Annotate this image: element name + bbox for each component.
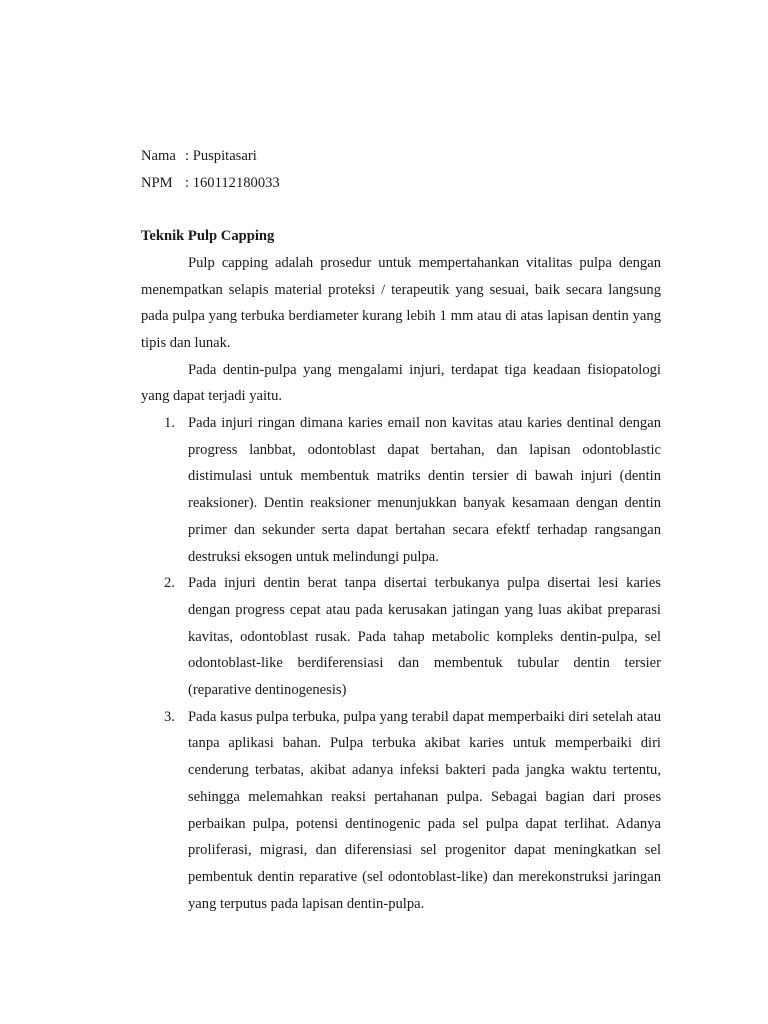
document-title: Teknik Pulp Capping [141,228,275,245]
list-item-text: Pada injuri dentin berat tanpa disertai terbukanya pulpa disertai lesi karies dengan progress cepat atau pada kerusakan jatingan yang luas akibat preparasi kavitas, odontoblast rusak. Pada tahap metabolic kompleks dentin-pulpa, sel odontoblast-like berdiferensiasi dan membentuk tubular dentin tersier (reparative dentinogenesis) [188,575,661,699]
list-item-number: 1. [164,415,175,432]
name-label: Nama [141,148,176,164]
list-item-text: Pada injuri ringan dimana karies email non kavitas atau karies dentinal dengan progress lanbbat, odontoblast dapat bertahan, dan lapisan odontoblastic distimulasi untuk membentuk matriks dentin tersier di bawah injuri (dentin reaksioner). Dentin reaksioner menunjukkan banyak kesamaan dengan dentin primer dan sekunder serta dapat bertahan secara efektf terhadap rangsangan destruksi eksogen untuk melindungi pulpa. [188,415,661,565]
fisiopatologi-list [141,410,661,917]
name-row [141,143,661,170]
list-item [141,570,661,704]
list-item [141,704,661,918]
paragraph-definition: Pulp capping adalah prosedur untuk mempertahankan vitalitas pulpa dengan menempatkan selapis material proteksi / terapeutik yang sesuai, baik secara langsung pada pulpa yang terbuka berdiameter kurang lebih 1 mm atau di atas lapisan dentin yang tipis dan lunak. [141,254,661,351]
list-item [141,410,661,570]
list-item-text: Pada kasus pulpa terbuka, pulpa yang terabil dapat memperbaiki diri setelah atau tanpa aplikasi bahan. Pulpa terbuka akibat karies untuk memperbaiki diri cenderung terbatas, akibat adanya infeksi bakteri pada jangka waktu tertentu, sehingga melemahkan reaksi pertahanan pulpa. Sebagai bagian dari proses perbaikan pulpa, potensi dentinogenic pada sel pulpa dapat terlihat. Adanya proliferasi, migrasi, dan diferensiasi sel progenitor dapat meningkatkan sel pembentuk dentin reparative (sel odontoblast-like) dan merekonstruksi jaringan yang terputus pada lapisan dentin-pulpa. [188,708,661,912]
name-value: : Puspitasari [185,148,257,164]
paragraph-intro: Pada dentin-pulpa yang mengalami injuri, terdapat tiga keadaan fisiopatologi yang dapat terjadi yaitu. [141,361,661,405]
npm-value: : 160112180033 [185,174,280,191]
npm-label: NPM [141,174,173,191]
list-item-number: 3. [164,708,175,725]
blank-line [141,196,661,223]
npm-row [141,170,661,197]
list-item-number: 2. [164,575,175,592]
document-page [141,143,661,917]
